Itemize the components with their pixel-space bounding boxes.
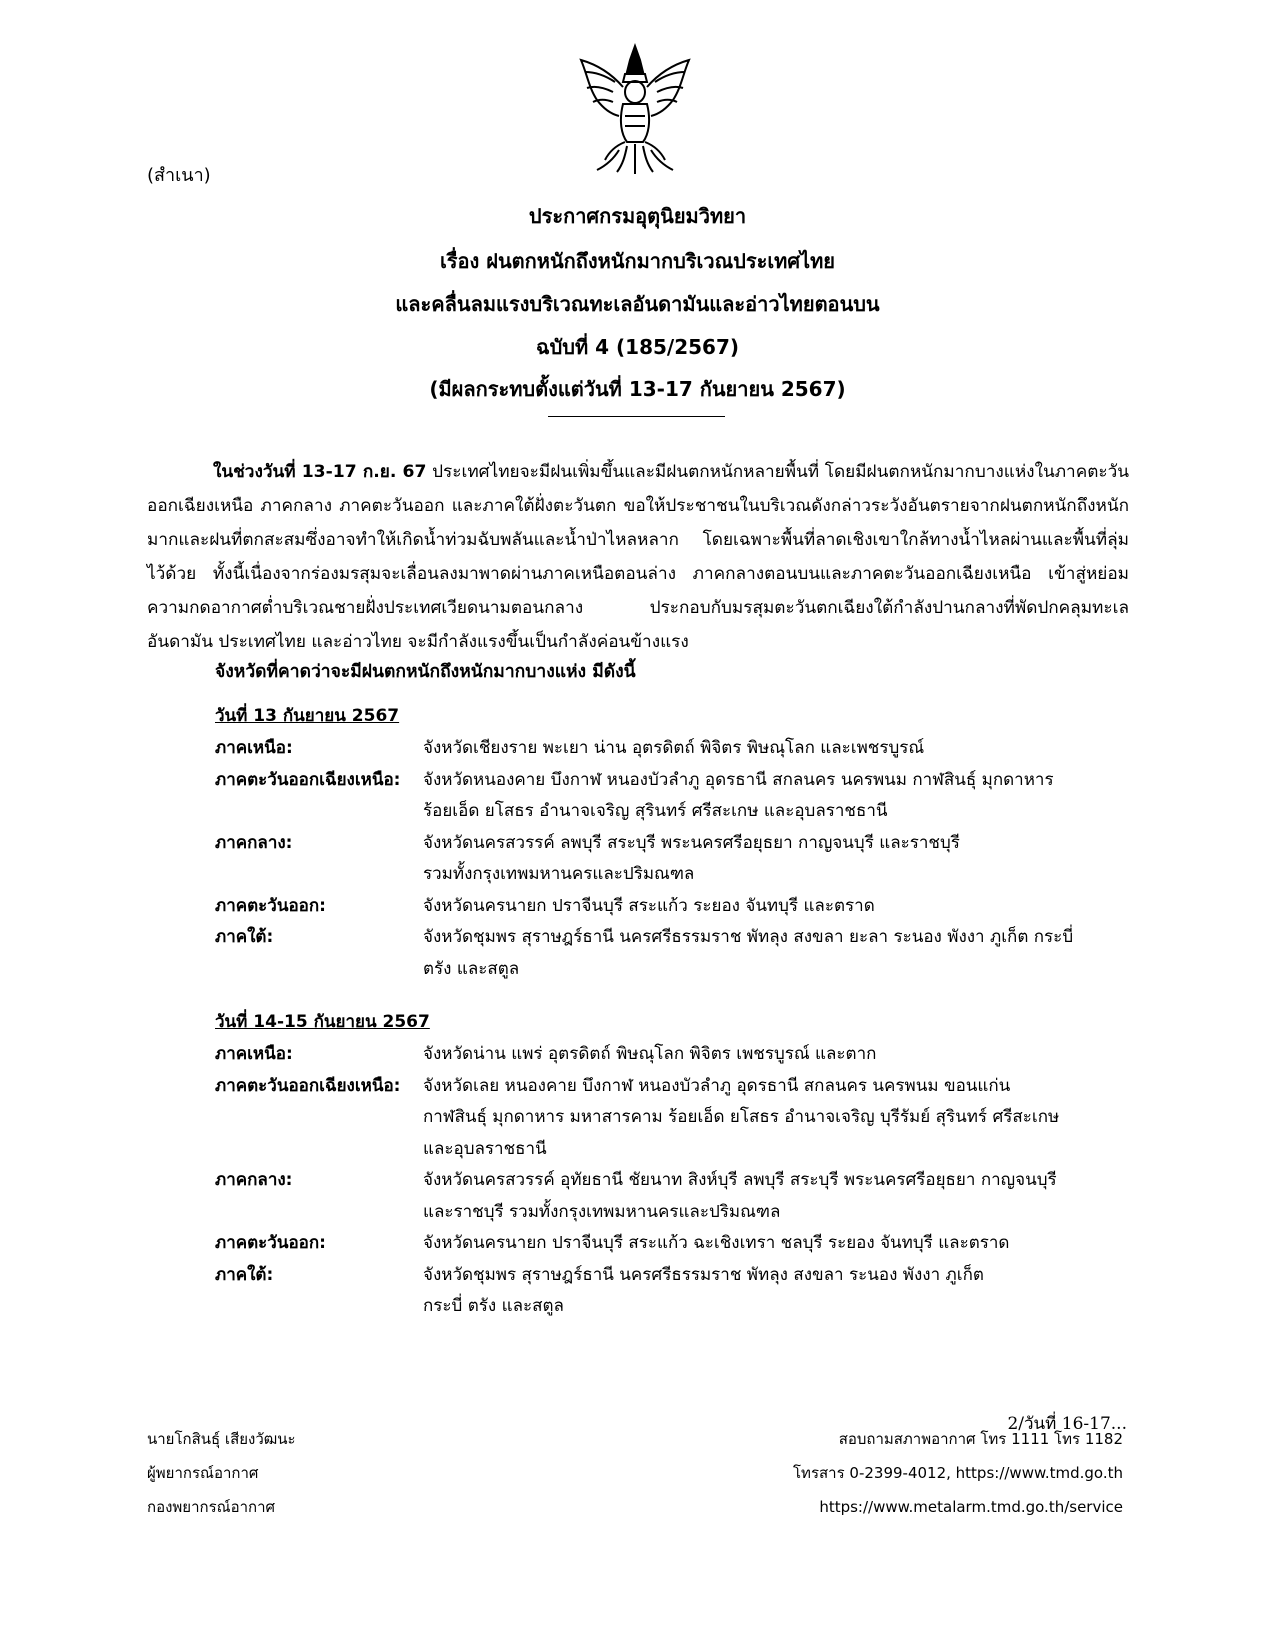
announcement-effective-date: (มีผลกระทบตั้งแต่วันที่ 13-17 กันยายน 2567) (429, 377, 846, 401)
region-row-north (215, 1039, 1135, 1071)
region-label: ภาคกลาง: (215, 832, 293, 853)
garuda-emblem-icon (575, 42, 695, 177)
region-label: ภาคตะวันออกเฉียงเหนือ: (215, 1075, 401, 1096)
announcement-subject-line-2: และคลื่นลมแรงบริเวณทะเลอันดามันและอ่าวไทยตอนบน (395, 292, 880, 316)
region-label: ภาคตะวันออกเฉียงเหนือ: (215, 769, 401, 790)
province-line: จังหวัดเชียงราย พะเยา น่าน อุตรดิตถ์ พิจิตร พิษณุโลก และเพชรบูรณ์ (423, 738, 925, 758)
province-line: จังหวัดหนองคาย บึงกาฬ หนองบัวลำภู อุดรธานี สกลนคร นครพนม กาฬสินธุ์ มุกดาหาร (423, 769, 1054, 790)
region-label: ภาคใต้: (215, 927, 274, 947)
province-list (423, 1039, 1135, 1071)
province-list (423, 922, 1135, 985)
body-text: ประเทศไทยจะมีฝนเพิ่มขึ้นและมีฝนตกหนักหลายพื้นที่ โดยมีฝนตกหนักมากบางแห่งในภาคตะวันออกเฉียงเหนือ ภาคกลาง ภาคตะวันออก และภาคใต้ฝั่งตะวันตก ขอให้ประชาชนในบริเวณดังกล่าวระวังอันตรายจากฝนตกหนักถึงหนักมากและฝนที่ตกสะสมซึ่งอาจทำให้เกิดน้ำท่วมฉับพลันและน้ำป่าไหลหลาก โดยเฉพาะพื้นที่ลาดเชิงเขาใกล้ทางน้ำไหลผ่านและพื้นที่ลุ่มไว้ด้วย ทั้งนี้เนื่องจากร่องมรสุมจะเลื่อนลงมาพาดผ่านภาคเหนือตอนล่าง ภาคกลางตอนบนและภาคตะวันออกเฉียงเหนือ เข้าสู่หย่อมความกดอากาศต่ำบริเวณชายฝั่งประเทศเวียดนามตอนกลาง ประกอบกับมรสุมตะวันตกเฉียงใต้กำลังปานกลางที่พัดปกคลุมทะเลอันดามัน ประเทศไทย และอ่าวไทย จะมีกำลังแรงขึ้นเป็นกำลังค่อนข้างแรง (147, 462, 1129, 652)
province-line: จังหวัดชุมพร สุราษฎร์ธานี นครศรีธรรมราช พัทลุง สงขลา ระนอง พังงา ภูเก็ต (423, 1264, 984, 1285)
province-line: และราชบุรี รวมทั้งกรุงเทพมหานครและปริมณฑล (423, 1201, 781, 1222)
region-row-east (215, 891, 1135, 923)
forecaster-block (147, 1422, 296, 1524)
region-row-south (215, 922, 1135, 985)
province-list (423, 733, 1135, 765)
region-row-east (215, 1228, 1135, 1260)
province-list (423, 1165, 1135, 1228)
region-label: ภาคตะวันออก: (215, 1233, 326, 1253)
announcement-title: ประกาศกรมอุตุนิยมวิทยา (528, 204, 747, 228)
title-divider (548, 416, 725, 417)
province-list (423, 1071, 1135, 1166)
forecaster-position: ผู้พยากรณ์อากาศ (147, 1464, 259, 1482)
contact-fax-website: โทรสาร 0-2399-4012, https://www.tmd.go.th (793, 1464, 1123, 1482)
province-line: ตรัง และสตูล (423, 958, 520, 979)
continued-note: 2/วันที่ 16-17... (1007, 1414, 1127, 1434)
province-line: ร้อยเอ็ด ยโสธร อำนาจเจริญ สุรินทร์ ศรีสะเกษ และอุบลราชธานี (423, 801, 888, 821)
forecaster-division: กองพยากรณ์อากาศ (147, 1498, 276, 1516)
copy-label: (สำเนา) (147, 165, 211, 186)
province-line: จังหวัดน่าน แพร่ อุตรดิตถ์ พิษณุโลก พิจิตร เพชรบูรณ์ และตาก (423, 1044, 877, 1064)
region-label: ภาคใต้: (215, 1264, 274, 1285)
contact-phone: สอบถามสภาพอากาศ โทร 1111 โทร 1182 (838, 1430, 1123, 1448)
region-label: ภาคกลาง: (215, 1170, 293, 1190)
province-line: กระบี่ ตรัง และสตูล (423, 1296, 564, 1316)
region-row-central (215, 1165, 1135, 1228)
forecast-section-13 (215, 699, 1135, 985)
announcement-subject-line-1: เรื่อง ฝนตกหนักถึงหนักมากบริเวณประเทศไทย (439, 249, 836, 273)
province-line: จังหวัดนครสวรรค์ อุทัยธานี ชัยนาท สิงห์บุรี ลพบุรี สระบุรี พระนครศรีอยุธยา กาญจนบุรี (423, 1170, 1057, 1190)
region-row-north (215, 733, 1135, 765)
contact-service-url: https://www.metalarm.tmd.go.th/service (819, 1498, 1123, 1516)
contact-block (793, 1422, 1123, 1524)
province-line: จังหวัดนครสวรรค์ ลพบุรี สระบุรี พระนครศรีอยุธยา กาญจนบุรี และราชบุรี (423, 832, 960, 853)
region-row-south (215, 1260, 1135, 1323)
region-row-northeast (215, 765, 1135, 828)
province-list (423, 828, 1135, 891)
forecaster-name: นายโกสินธุ์ เสียงวัฒนะ (147, 1430, 296, 1448)
province-line: จังหวัดชุมพร สุราษฎร์ธานี นครศรีธรรมราช พัทลุง สงขลา ยะลา ระนอง พังงา ภูเก็ต กระบี่ (423, 927, 1074, 947)
province-list (423, 1260, 1135, 1323)
province-line: จังหวัดนครนายก ปราจีนบุรี สระแก้ว ฉะเชิงเทรา ชลบุรี ระยอง จันทบุรี และตราด (423, 1233, 1010, 1253)
province-list (423, 765, 1135, 828)
section-date: วันที่ 14-15 กันยายน 2567 (215, 1012, 430, 1032)
rain-provinces-heading: จังหวัดที่คาดว่าจะมีฝนตกหนักถึงหนักมากบางแห่ง มีดังนี้ (215, 662, 636, 682)
province-list (423, 1228, 1135, 1260)
announcement-issue: ฉบับที่ 4 (185/2567) (535, 335, 740, 359)
province-line: กาฬสินธุ์ มุกดาหาร มหาสารคาม ร้อยเอ็ด ยโสธร อำนาจเจริญ บุรีรัมย์ สุรินทร์ ศรีสะเกษ (423, 1107, 1060, 1127)
province-line: และอุบลราชธานี (423, 1138, 547, 1159)
province-line: จังหวัดเลย หนองคาย บึงกาฬ หนองบัวลำภู อุดรธานี สกลนคร นครพนม ขอนแก่น (423, 1075, 1011, 1096)
region-label: ภาคเหนือ: (215, 738, 293, 758)
section-date: วันที่ 13 กันยายน 2567 (215, 706, 400, 726)
region-label: ภาคเหนือ: (215, 1044, 293, 1064)
body-paragraph (147, 455, 1129, 659)
forecast-section-14-15 (215, 1005, 1135, 1323)
province-line: รวมทั้งกรุงเทพมหานครและปริมณฑล (423, 864, 695, 884)
province-list (423, 891, 1135, 923)
region-label: ภาคตะวันออก: (215, 895, 326, 916)
region-row-central (215, 828, 1135, 891)
region-row-northeast (215, 1071, 1135, 1166)
province-line: จังหวัดนครนายก ปราจีนบุรี สระแก้ว ระยอง จันทบุรี และตราด (423, 895, 875, 916)
body-lead: ในช่วงวันที่ 13-17 ก.ย. 67 (213, 462, 427, 482)
